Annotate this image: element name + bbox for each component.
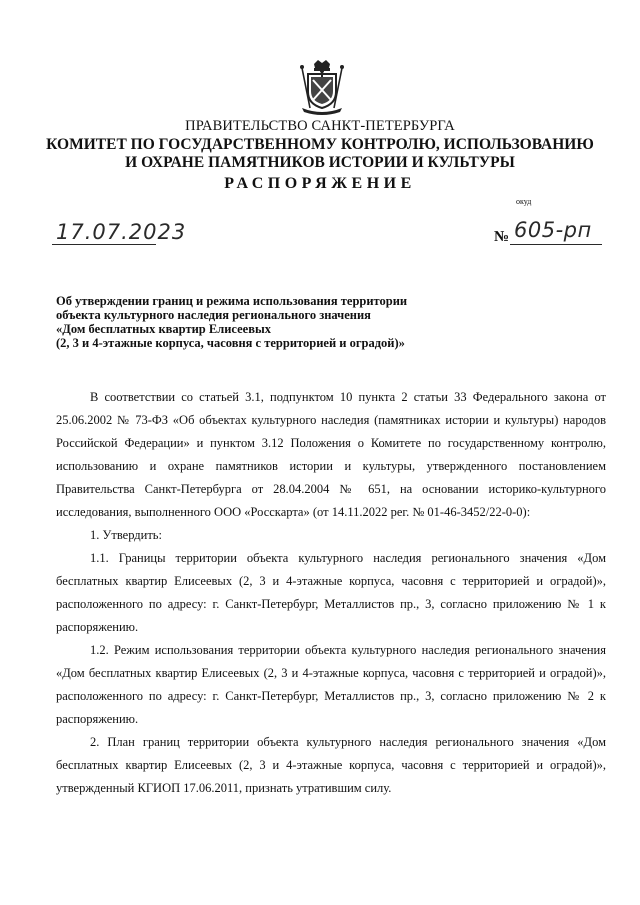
document-subject [56, 294, 456, 350]
clause-1-1-paragraph: 1.1. Границы территории объекта культурного наследия регионального значения «Дом бесплатных квартир Елисеевых (2, 3 и 4-этажные корпуса, часовня с территорией и оградой)», расположенного по адресу: г. Санкт-Петербург, Металлистов пр., 3, согласно приложению № 1 к распоряжению. [56, 551, 606, 634]
government-name: ПРАВИТЕЛЬСТВО САНКТ-ПЕТЕРБУРГА [185, 118, 455, 134]
clause-2-paragraph: 2. План границ территории объекта культурного наследия регионального значения «Дом бесплатных квартир Елисеевых (2, 3 и 4-этажные корпуса, часовня с территорией и оградой)», утвержденный КГИОП 17.06.2011, признать утратившим силу. [56, 735, 606, 795]
document-body [56, 386, 606, 800]
committee-name-line2: И ОХРАНЕ ПАМЯТНИКОВ ИСТОРИИ И КУЛЬТУРЫ [125, 154, 515, 171]
okud-label: окуд [516, 197, 532, 206]
preamble-paragraph: В соответствии со статьей 3.1, подпунктом 10 пункта 2 статьи 33 Федерального закона от 25.06.2002 № 73-ФЗ «Об объектах культурного наследия (памятниках истории и культуры) народов Российской Федерации» и пунктом 3.12 Положения о Комитете по государственному контролю, использованию и охране памятников истории и культуры, утвержденного постановлением Правительства Санкт-Петербурга от 28.04.2004 № 651, на основании историко-культурного исследования, выполненного ООО «Росскарта» (от 14.11.2022 рег. № 01-46-3452/22-0-0): [56, 390, 606, 519]
subject-line: Об утверждении границ и режима использования территории [56, 294, 408, 308]
document-date: 17.07.2023 [56, 220, 187, 244]
clause-1-2-paragraph: 1.2. Режим использования территории объекта культурного наследия регионального значения «Дом бесплатных квартир Елисеевых (2, 3 и 4-этажные корпуса, часовня с территорией и оградой)», расположенного по адресу: г. Санкт-Петербург, Металлистов пр., 3, согласно приложению № 2 к распоряжению. [56, 643, 606, 726]
number-underline [510, 244, 602, 245]
document-type-title: РАСПОРЯЖЕНИЕ [224, 175, 416, 192]
subject-line: (2, 3 и 4-этажные корпуса, часовня с территорией и оградой)» [56, 336, 405, 350]
subject-line: объекта культурного наследия регионального значения [56, 308, 371, 322]
coat-of-arms-icon [296, 58, 348, 116]
subject-line: «Дом бесплатных квартир Елисеевых [56, 322, 271, 336]
document-number: 605-рп [514, 218, 592, 242]
date-underline [52, 244, 156, 245]
committee-name-line1: КОМИТЕТ ПО ГОСУДАРСТВЕННОМУ КОНТРОЛЮ, ИСПОЛЬЗОВАНИЮ [46, 136, 594, 153]
number-sign: № [494, 229, 510, 245]
clause-1-heading: 1. Утвердить: [90, 528, 162, 542]
